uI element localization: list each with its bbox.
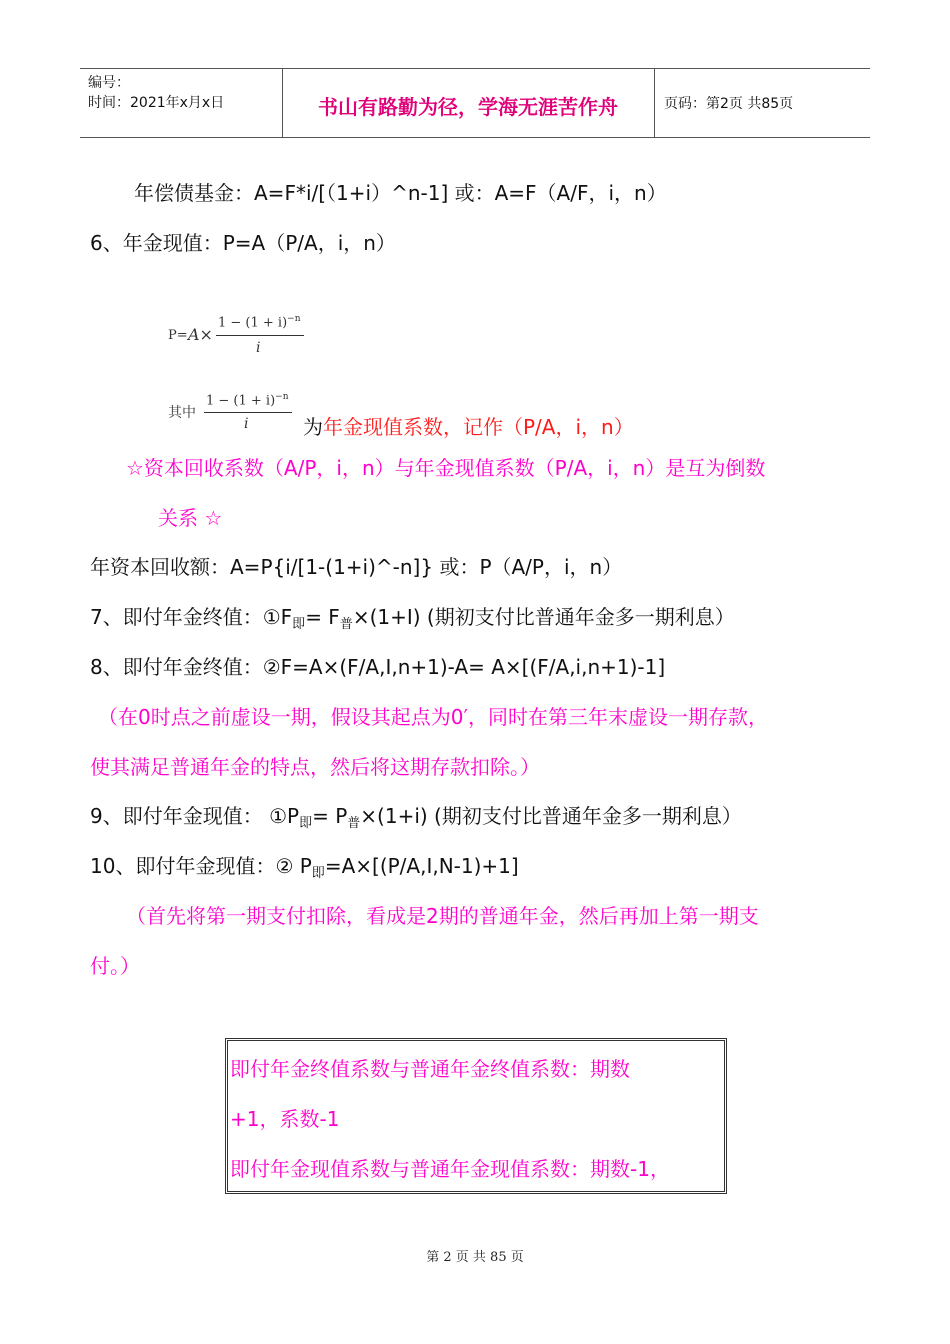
header-divider (654, 69, 655, 137)
formula-denominator: i (256, 340, 261, 356)
item9-sub-ji: 即 (299, 816, 313, 831)
item-9-line (90, 802, 742, 838)
header-motto: 书山有路勤为径，学海无涯苦作舟 (318, 95, 618, 119)
page-header (80, 68, 870, 138)
annuity-pv-formula (168, 312, 308, 364)
summary-box (225, 1038, 727, 1194)
item9-part-b: = P (312, 804, 348, 828)
reciprocal-note-line-2: 关系 ☆ (158, 506, 223, 530)
coefficient-numerator-text: 1 − (1 + i) (206, 393, 276, 409)
header-meta (88, 73, 280, 113)
item-7-line (90, 603, 735, 639)
formula-coefficient: A× (188, 325, 213, 344)
item9-part-c: ×(1+i) (期初支付比普通年金多一期利息） (360, 804, 742, 828)
item7-part-c: ×(1+I) (期初支付比普通年金多一期利息） (352, 605, 735, 629)
coefficient-fraction-bar (204, 412, 292, 413)
formula-numerator (218, 314, 301, 330)
item9-sub-pu: 普 (347, 816, 361, 831)
item-10-note-line-1: （首先将第一期支付扣除，看成是2期的普通年金，然后再加上第一期支 (126, 904, 759, 928)
where-label: 其中 (168, 405, 196, 421)
desc-prefix: 为 (303, 415, 323, 439)
coefficient-exponent: −n (275, 392, 289, 402)
reciprocal-note-line-1: ☆资本回收系数（A/P，i，n）与年金现值系数（P/A，i，n）是互为倒数 (126, 456, 766, 480)
desc-red-text: 年金现值系数，记作（P/A，i，n） (323, 415, 634, 439)
capital-recovery-line: 年资本回收额：A=P{i/[1-(1+i)^-n]} 或：P（A/P，i，n） (90, 555, 623, 579)
item-8-line: 8、即付年金终值：②F=A×(F/A,I,n+1)-A= A×[(F/A,i,n+1)-1] (90, 655, 666, 679)
fraction-bar (216, 335, 304, 336)
item-8-note-line-2: 使其满足普通年金的特点，然后将这期存款扣除。） (90, 755, 540, 779)
coefficient-numerator (206, 392, 289, 408)
numerator-exponent: −n (287, 314, 301, 324)
item10-sub-ji: 即 (311, 866, 325, 881)
summary-line-2: +1，系数-1 (230, 1107, 340, 1131)
page-footer: 第 2 页 共 85 页 (426, 1250, 524, 1265)
item10-part-b: =A×[(P/A,I,N-1)+1] (324, 854, 519, 878)
coefficient-description (303, 413, 634, 441)
item-6-line: 6、年金现值：P=A（P/A，i，n） (90, 231, 396, 255)
header-divider (282, 69, 283, 137)
item7-sub-ji: 即 (292, 617, 306, 632)
coefficient-fraction (168, 390, 298, 442)
sinking-fund-line: 年偿债基金：A=F*i/[（1+i）^n-1] 或：A=F（A/F，i，n） (134, 181, 667, 205)
item-8-note-line-1: （在0时点之前虚设一期，假设其起点为0′，同时在第三年末虚设一期存款， (98, 705, 768, 729)
item7-part-b: = F (305, 605, 340, 629)
number-label: 编号： (88, 75, 130, 91)
time-label: 时间：2021年x月x日 (88, 95, 225, 111)
item7-sub-pu: 普 (339, 617, 353, 632)
item7-part-a: 7、即付年金终值：①F (90, 605, 293, 629)
item-10-note-line-2: 付。） (90, 954, 140, 978)
header-page-label: 页码：第2页 共85页 (664, 96, 794, 112)
item10-part-a: 10、即付年金现值：② P (90, 854, 312, 878)
numerator-text: 1 − (1 + i) (218, 315, 288, 331)
formula-lhs: P= (168, 328, 188, 343)
summary-line-3: 即付年金现值系数与普通年金现值系数：期数-1， (230, 1157, 670, 1181)
item-10-line (90, 852, 519, 888)
item9-part-a: 9、即付年金现值： ①P (90, 804, 300, 828)
coefficient-denominator: i (244, 416, 249, 432)
summary-line-1: 即付年金终值系数与普通年金终值系数：期数 (230, 1057, 630, 1081)
